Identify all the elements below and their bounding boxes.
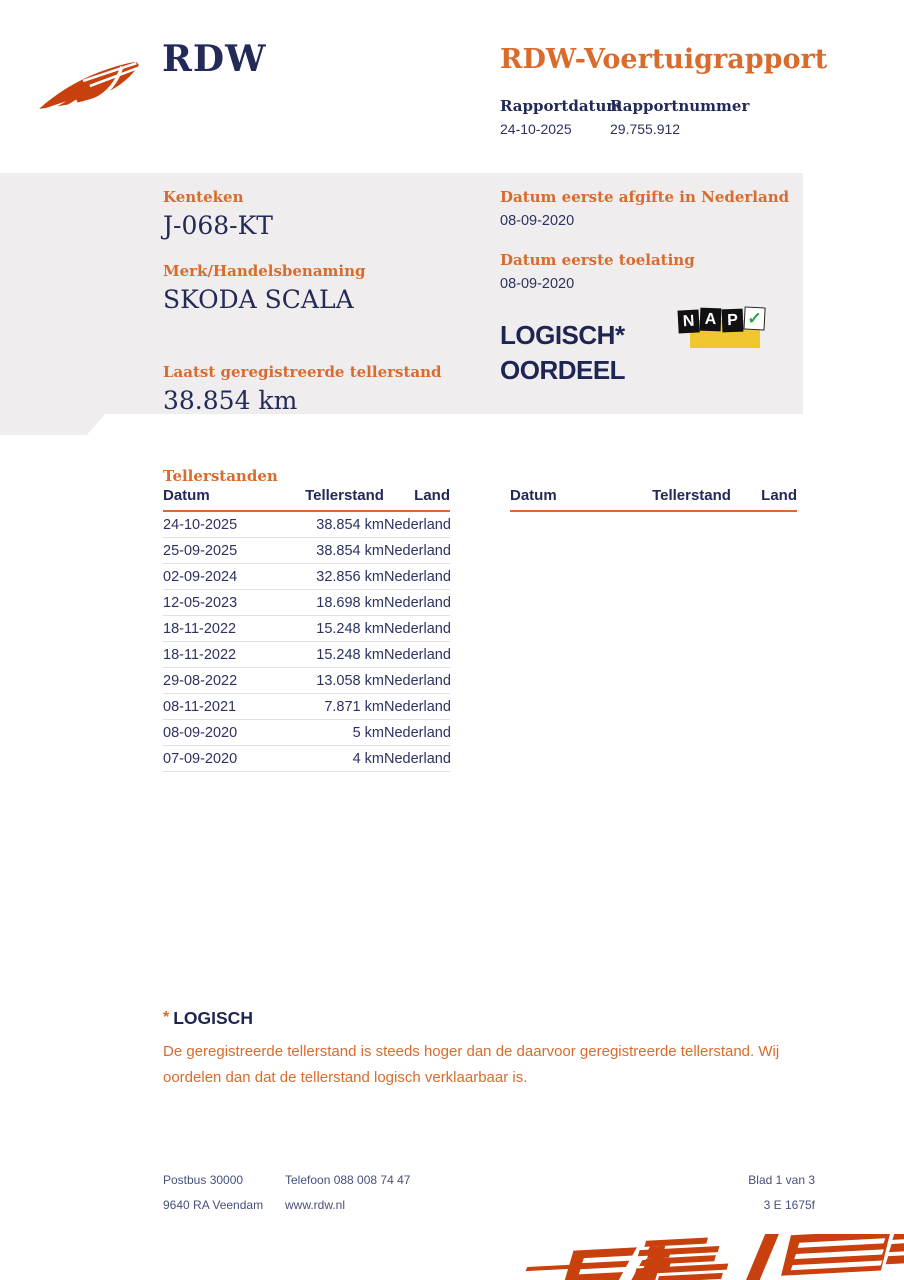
toelating-label: Datum eerste toelating [500,251,695,269]
cell-tellerstand: 15.248 km [278,642,384,668]
afgifte-value: 08-09-2020 [500,213,575,229]
merk-label: Merk/Handelsbenaming [163,262,366,280]
cell-land: Nederland [384,590,450,616]
kenteken-label: Kenteken [163,188,244,206]
cell-land: Nederland [384,668,450,694]
footer-website: www.rdw.nl [285,1198,346,1212]
cell-datum: 08-11-2021 [163,694,278,720]
table-row [163,668,450,694]
cell-tellerstand: 32.856 km [278,564,384,590]
kenteken-value: J-068-KT [163,211,273,240]
col-header-datum: Datum [163,484,278,511]
cell-tellerstand: 15.248 km [278,616,384,642]
cell-datum: 02-09-2024 [163,564,278,590]
cell-datum: 08-09-2020 [163,720,278,746]
footer-form-code: 3 E 1675f [763,1198,815,1212]
vehicle-summary-left-column [163,188,483,415]
col-header-tellerstand: Tellerstand [278,484,384,511]
tellerstand-label: Laatst geregistreerde tellerstand [163,363,442,381]
cell-tellerstand: 13.058 km [278,668,384,694]
merk-value: SKODA SCALA [163,285,354,314]
table-row [163,511,450,538]
col-header-tellerstand: Tellerstand [625,484,731,511]
vehicle-summary-right-column [500,188,803,387]
rdw-feather-logo-icon [34,50,144,122]
table-row [163,590,450,616]
cell-datum: 24-10-2025 [163,511,278,538]
cell-datum: 29-08-2022 [163,668,278,694]
cell-land: Nederland [384,720,450,746]
nap-checkmark-icon: ✓ [743,306,765,330]
page-title: RDW-Voertuigrapport [500,44,828,75]
nap-letter-p: P [722,309,744,333]
report-number-block [610,97,749,137]
oordeel-line2: OORDEEL [500,354,626,385]
cell-land: Nederland [384,511,450,538]
tellerstanden-section-title: Tellerstanden [163,467,278,485]
rdw-wordmark: RDW [162,38,267,80]
oordeel-line1: LOGISCH* [500,320,625,350]
report-date-label: Rapportdatum [500,97,623,115]
cell-land: Nederland [384,564,450,590]
cell-datum: 25-09-2025 [163,538,278,564]
logisch-explanation-title [163,1008,833,1029]
afgifte-label: Datum eerste afgifte in Nederland [500,188,790,206]
footer-city: 9640 RA Veendam [163,1198,264,1212]
cell-tellerstand: 38.854 km [278,511,384,538]
table-header-row [163,484,450,511]
cell-tellerstand: 7.871 km [278,694,384,720]
cell-datum: 18-11-2022 [163,642,278,668]
report-date-block [500,97,622,137]
cell-tellerstand: 5 km [278,720,384,746]
asterisk: * [163,1009,170,1026]
footer-page-number: Blad 1 van 3 [748,1173,815,1187]
rdw-stripes-decoration-icon [500,1234,904,1280]
col-header-datum: Datum [510,484,625,511]
report-number-value: 29.755.912 [610,121,681,137]
cell-tellerstand: 18.698 km [278,590,384,616]
logisch-title-text: LOGISCH [173,1008,253,1028]
col-header-land: Land [731,484,797,511]
nap-logo [678,308,762,354]
cell-land: Nederland [384,642,450,668]
table-row [163,720,450,746]
table-row [163,538,450,564]
table-row [163,746,450,772]
nap-letter-a: A [700,308,722,332]
table-row [163,642,450,668]
cell-land: Nederland [384,746,450,772]
table-row [163,616,450,642]
cell-datum: 12-05-2023 [163,590,278,616]
col-header-land: Land [384,484,450,511]
table-header-row [510,484,797,511]
cell-datum: 07-09-2020 [163,746,278,772]
logisch-explanation-text: De geregistreerde tellerstand is steeds hoger dan de daarvoor geregistreerde tellerstand. Wij oordelen dan dat de tellerstand logisch verklaarbaar is. [163,1043,780,1087]
footer-postbus: Postbus 30000 [163,1173,244,1187]
tellerstanden-table-empty [510,484,797,512]
table-row [163,564,450,590]
logisch-explanation [163,1008,833,1092]
cell-tellerstand: 38.854 km [278,538,384,564]
tellerstand-value: 38.854 km [163,386,298,415]
toelating-value: 08-09-2020 [500,276,575,292]
cell-land: Nederland [384,538,450,564]
report-number-label: Rapportnummer [610,97,750,115]
table-row [163,694,450,720]
cell-land: Nederland [384,616,450,642]
nap-letter-n: N [678,309,700,333]
cell-land: Nederland [384,694,450,720]
tellerstanden-table [163,484,450,772]
cell-datum: 18-11-2022 [163,616,278,642]
footer-phone: Telefoon 088 008 74 47 [285,1173,411,1187]
cell-tellerstand: 4 km [278,746,384,772]
report-date-value: 24-10-2025 [500,121,572,137]
